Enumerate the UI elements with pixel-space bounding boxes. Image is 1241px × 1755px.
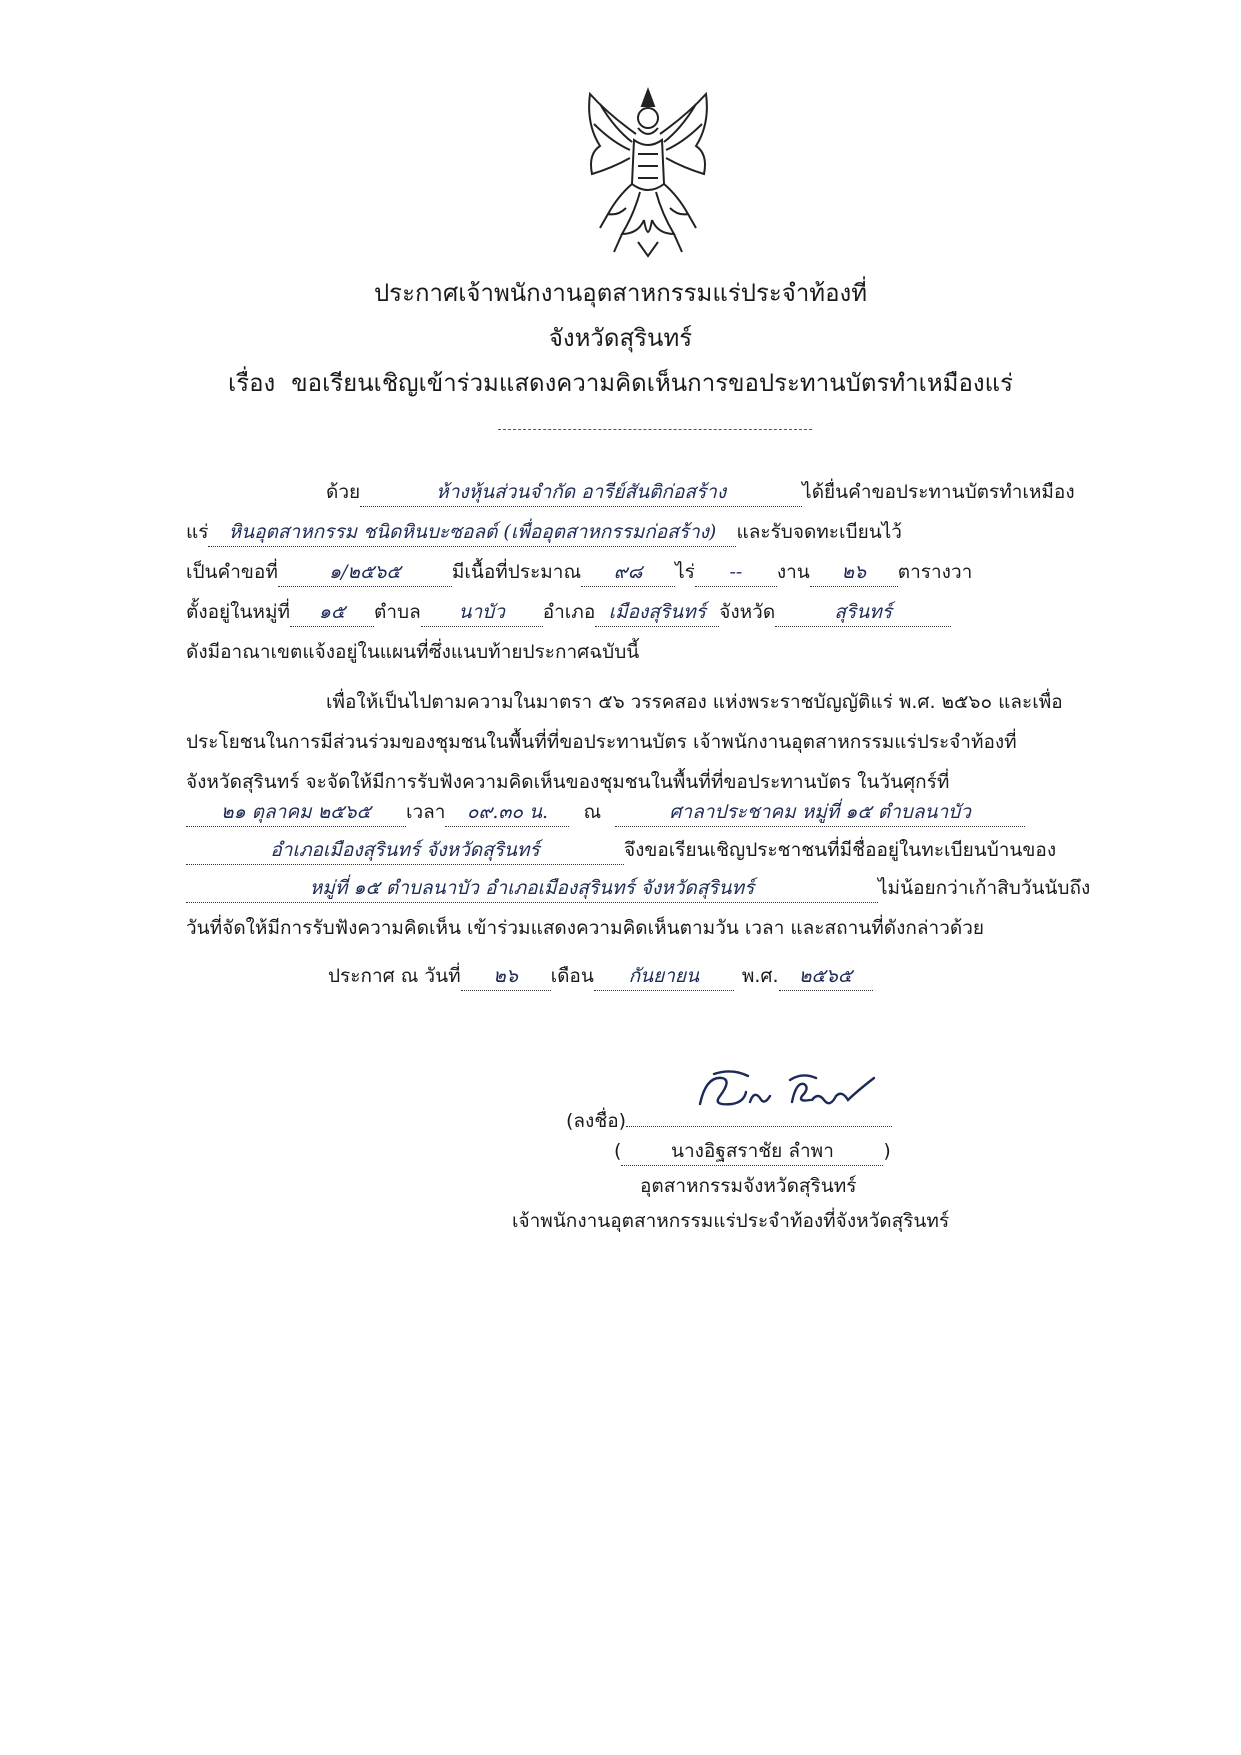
amphoe-field: เมืองสุรินทร์ [595,600,719,627]
announce-month-field: กันยายน [594,964,734,991]
text-at: ณ [583,801,602,823]
hearing-time-field: ๐๙.๓๐ น. [445,800,569,827]
para2-line5 [186,835,1121,865]
province-field: สุรินทร์ [775,600,951,627]
text-be: พ.ศ. [741,965,779,987]
signer-name-line [614,1136,1114,1166]
mineral-field: หินอุตสาหกรรม ชนิดหินบะซอลต์ (เพื่ออุตสาหกรรมก่อสร้าง) [208,520,736,547]
request-number-field: ๑/๒๕๖๕ [278,560,452,587]
tambon-field: นาบัว [421,600,543,627]
garuda-emblem-icon [578,84,718,260]
hearing-date-field: ๒๑ ตุลาคม ๒๕๖๕ [186,800,406,827]
area-ngan-field: -- [695,560,777,587]
para2-line6 [186,873,1121,903]
para1-line1 [186,477,1121,507]
para2-line3: จังหวัดสุรินทร์ จะจัดให้มีการรับฟังความคิดเห็นของชุมชนในพื้นที่ที่ขอประทานบัตร ในวันศุกร์ที่ [186,771,950,793]
signature-field [626,1100,892,1127]
signer-position1: อุตสาหกรรมจังหวัดสุรินทร์ [640,1175,857,1197]
text-area-approx: มีเนื้อที่ประมาณ [451,561,582,583]
residents-field: หมู่ที่ ๑๕ ตำบลนาบัว อำเภอเมืองสุรินทร์ จังหวัดสุรินทร์ [186,876,878,903]
venue2-field: อำเภอเมืองสุรินทร์ จังหวัดสุรินทร์ [186,838,624,865]
text-invite: จึงขอเรียนเชิญประชาชนที่มีชื่ออยู่ในทะเบียนบ้านของ [624,839,1057,861]
area-rai-field: ๙๘ [581,560,675,587]
area-wa-field: ๒๖ [810,560,898,587]
para1-line3 [186,557,1121,587]
notice-province: จังหวัดสุรินทร์ [548,324,693,352]
moo-field: ๑๕ [290,600,374,627]
applicant-field: ห้างหุ้นส่วนจำกัด อารีย์สันติก่อสร้าง [360,480,802,507]
text-time: เวลา [406,801,446,823]
announce-year-field: ๒๕๖๕ [779,964,873,991]
text-signed: (ลงชื่อ) [566,1110,627,1132]
text-request-no: เป็นคำขอที่ [186,561,278,583]
signer-name: นางอิฐสราชัย ลำพา [621,1139,883,1166]
text-ngan: งาน [776,561,810,583]
para1-line4 [186,597,1121,627]
text-registered: และรับจดทะเบียนไว้ [736,521,902,543]
title-separator [498,429,812,430]
text-month: เดือน [550,965,594,987]
signer-position2: เจ้าพนักงานอุตสาหกรรมแร่ประจำท้องที่จังหวัดสุรินทร์ [512,1210,950,1232]
text-province: จังหวัด [719,601,776,623]
announce-day-field: ๒๖ [461,964,551,991]
text-tambon: ตำบล [374,601,421,623]
text-amphoe: อำเภอ [542,601,596,623]
subject-text: ขอเรียนเชิญเข้าร่วมแสดงความคิดเห็นการขอประทานบัตรทำเหมืองแร่ [291,369,1013,397]
venue-field: ศาลาประชาคม หมู่ที่ ๑๕ ตำบลนาบัว [615,800,1025,827]
text-ninety-days: ไม่น้อยกว่าเก้าสิบวันนับถึง [878,877,1091,899]
text-filed-request: ได้ยื่นคำขอประทานบัตรทำเหมือง [802,481,1075,503]
paren-open: ( [614,1140,622,1162]
text-announced-on: ประกาศ ณ วันที่ [328,965,461,987]
text-square-wa: ตารางวา [897,561,973,583]
para1-line5: ดังมีอาณาเขตแจ้งอยู่ในแผนที่ซึ่งแนบท้ายประกาศฉบับนี้ [186,641,640,663]
text-rai: ไร่ [675,561,695,583]
para2-line7: วันที่จัดให้มีการรับฟังความคิดเห็น เข้าร่วมแสดงความคิดเห็นตามวัน เวลา และสถานที่ดังกล่าวด้วย [186,917,985,939]
para1-line2 [186,517,1121,547]
para2-line4 [186,797,1121,827]
text-law-reference: เพื่อให้เป็นไปตามความในมาตรา ๕๖ วรรคสอง แห่งพระราชบัญญัติแร่ พ.ศ. ๒๕๖๐ และเพื่อ [326,691,1063,713]
paren-close: ) [883,1140,891,1162]
notice-title: ประกาศเจ้าพนักงานอุตสาหกรรมแร่ประจำท้องที่ [373,279,868,307]
sign-line [566,1100,1066,1136]
notice-subject [0,368,1241,398]
text-because: ด้วย [326,481,361,503]
text-located-moo: ตั้งอยู่ในหมู่ที่ [186,601,290,623]
subject-label: เรื่อง [228,369,276,397]
announce-date-line [328,961,1121,991]
text-mineral-prefix: แร่ [186,521,209,543]
para2-line1 [186,687,1121,717]
para2-line2: ประโยชนในการมีส่วนร่วมของชุมชนในพื้นที่ที่ขอประทานบัตร เจ้าพนักงานอุตสาหกรรมแร่ประจำท้องที่ [186,731,1017,753]
